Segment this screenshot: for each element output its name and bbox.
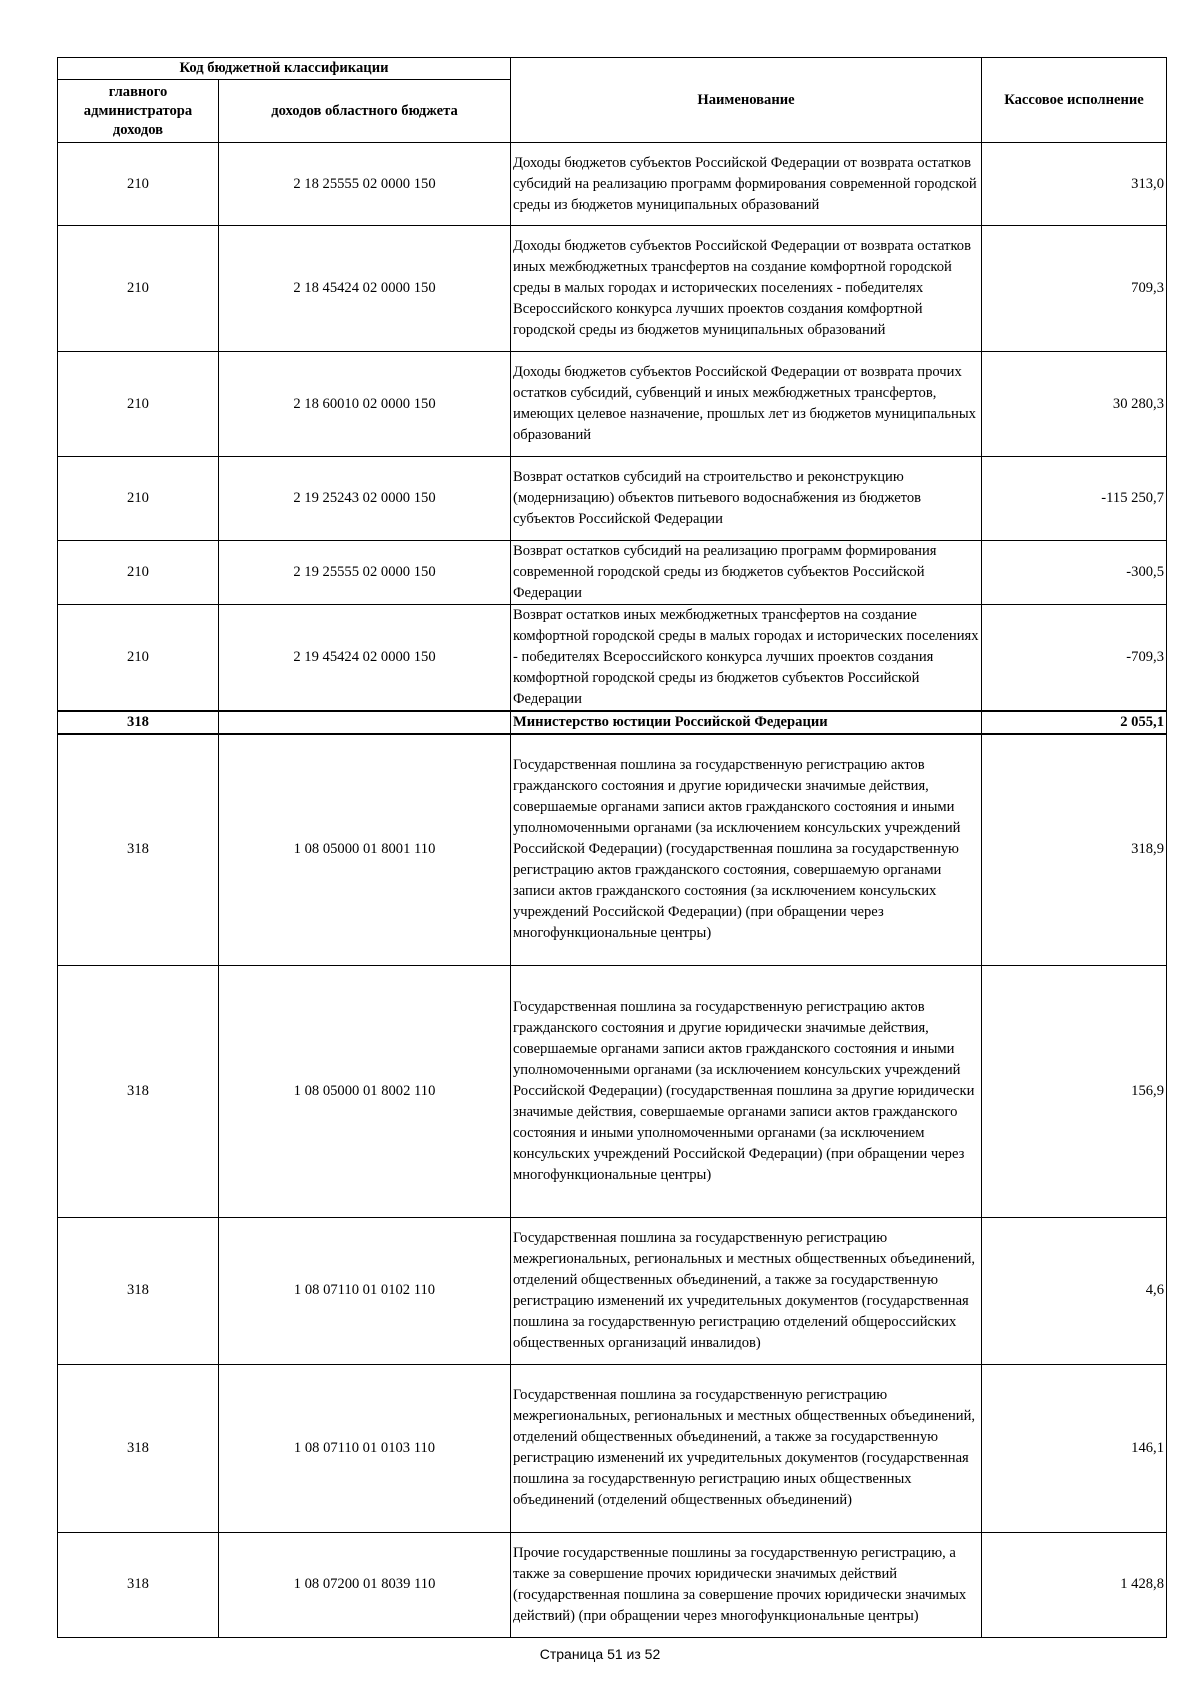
table-row — [58, 1364, 1167, 1532]
header-admin: главного администратора доходов — [58, 80, 219, 143]
header-group: Код бюджетной классификации — [58, 58, 511, 80]
amount-cell: 146,1 — [982, 1364, 1167, 1532]
amount-cell: 30 280,3 — [982, 352, 1167, 457]
code-cell: 2 19 45424 02 0000 150 — [219, 605, 511, 712]
admin-cell: 318 — [58, 1217, 219, 1364]
name-cell: Доходы бюджетов субъектов Российской Федерации от возврата прочих остатков субсидий, субвенций и иных межбюджетных трансфертов, имеющих целевое назначение, прошлых лет из бюджетов муниципальных образований — [511, 352, 982, 457]
code-cell: 2 18 45424 02 0000 150 — [219, 226, 511, 352]
table-row-section — [58, 711, 1167, 734]
table-row — [58, 605, 1167, 712]
header-name: Наименование — [511, 58, 982, 143]
admin-cell: 210 — [58, 457, 219, 541]
amount-cell: -115 250,7 — [982, 457, 1167, 541]
name-cell: Государственная пошлина за государственную регистрацию актов гражданского состояния и другие юридически значимые действия, совершаемые органами записи актов гражданского состояния и иными уполномоченными органами (за исключением консульских учреждений Российской Федерации) (государственная пошлина за другие юридически значимые действия, совершаемые органами записи актов гражданского состояния и иными уполномоченными органами (за исключением консульских учреждений Российской Федерации) (при обращении через многофункциональные центры) — [511, 965, 982, 1217]
table-row — [58, 143, 1167, 226]
page-number: Страница 51 из 52 — [539, 1646, 661, 1662]
code-cell: 2 18 60010 02 0000 150 — [219, 352, 511, 457]
amount-cell: 709,3 — [982, 226, 1167, 352]
name-cell: Доходы бюджетов субъектов Российской Федерации от возврата остатков субсидий на реализацию программ формирования современной городской среды из бюджетов муниципальных образований — [511, 143, 982, 226]
admin-cell: 210 — [58, 541, 219, 605]
code-cell: 1 08 05000 01 8002 110 — [219, 965, 511, 1217]
table-row — [58, 734, 1167, 965]
code-cell: 1 08 05000 01 8001 110 — [219, 734, 511, 965]
admin-cell: 318 — [58, 965, 219, 1217]
code-cell: 1 08 07110 01 0102 110 — [219, 1217, 511, 1364]
amount-cell: -300,5 — [982, 541, 1167, 605]
header-amount: Кассовое исполнение — [982, 58, 1167, 143]
budget-table — [57, 57, 1167, 1638]
admin-cell: 210 — [58, 226, 219, 352]
table-row — [58, 541, 1167, 605]
code-cell — [219, 711, 511, 734]
amount-cell: 1 428,8 — [982, 1532, 1167, 1637]
table-row — [58, 1532, 1167, 1637]
name-cell: Прочие государственные пошлины за государственную регистрацию, а также за совершение прочих юридически значимых действий (государственная пошлина за совершение прочих юридически значимых действий) (при обращении через многофункциональные центры) — [511, 1532, 982, 1637]
table-row — [58, 457, 1167, 541]
table-row — [58, 1217, 1167, 1364]
name-cell: Возврат остатков субсидий на реализацию программ формирования современной городской среды из бюджетов субъектов Российской Федерации — [511, 541, 982, 605]
code-cell: 1 08 07110 01 0103 110 — [219, 1364, 511, 1532]
admin-cell: 318 — [58, 1364, 219, 1532]
header-code: доходов областного бюджета — [219, 80, 511, 143]
amount-cell: 2 055,1 — [982, 711, 1167, 734]
amount-cell: 4,6 — [982, 1217, 1167, 1364]
admin-cell: 210 — [58, 143, 219, 226]
admin-cell: 210 — [58, 605, 219, 712]
amount-cell: 156,9 — [982, 965, 1167, 1217]
name-cell: Доходы бюджетов субъектов Российской Федерации от возврата остатков иных межбюджетных трансфертов на создание комфортной городской среды в малых городах и исторических поселениях - победителях Всероссийского конкурса лучших проектов создания комфортной городской среды из бюджетов муниципальных образований — [511, 226, 982, 352]
name-cell: Государственная пошлина за государственную регистрацию актов гражданского состояния и другие юридически значимые действия, совершаемые органами записи актов гражданского состояния и иными уполномоченными органами (за исключением консульских учреждений Российской Федерации) (государственная пошлина за государственную регистрацию актов гражданского состояния, совершаемую органами записи актов гражданского состояния (за исключением консульских учреждений Российской Федерации) (при обращении через многофункциональные центры) — [511, 734, 982, 965]
admin-cell: 318 — [58, 734, 219, 965]
table-body — [58, 143, 1167, 1638]
name-cell: Министерство юстиции Российской Федерации — [511, 711, 982, 734]
amount-cell: 313,0 — [982, 143, 1167, 226]
table-row — [58, 352, 1167, 457]
code-cell: 1 08 07200 01 8039 110 — [219, 1532, 511, 1637]
name-cell: Возврат остатков субсидий на строительство и реконструкцию (модернизацию) объектов питьевого водоснабжения из бюджетов субъектов Российской Федерации — [511, 457, 982, 541]
amount-cell: 318,9 — [982, 734, 1167, 965]
code-cell: 2 19 25555 02 0000 150 — [219, 541, 511, 605]
admin-cell: 210 — [58, 352, 219, 457]
table-row — [58, 226, 1167, 352]
name-cell: Государственная пошлина за государственную регистрацию межрегиональных, региональных и местных общественных объединений, отделений общественных объединений, а также за государственную регистрацию изменений их учредительных документов (государственная пошлина за государственную регистрацию отделений общероссийских общественных организаций инвалидов) — [511, 1217, 982, 1364]
name-cell: Возврат остатков иных межбюджетных трансфертов на создание комфортной городской среды в малых городах и исторических поселениях - победителях Всероссийского конкурса лучших проектов создания комфортной городской среды из бюджетов субъектов Российской Федерации — [511, 605, 982, 712]
code-cell: 2 18 25555 02 0000 150 — [219, 143, 511, 226]
amount-cell: -709,3 — [982, 605, 1167, 712]
code-cell: 2 19 25243 02 0000 150 — [219, 457, 511, 541]
admin-cell: 318 — [58, 711, 219, 734]
admin-cell: 318 — [58, 1532, 219, 1637]
table-row — [58, 965, 1167, 1217]
name-cell: Государственная пошлина за государственную регистрацию межрегиональных, региональных и местных общественных объединений, отделений общественных объединений, а также за государственную регистрацию изменений их учредительных документов (государственная пошлина за государственную регистрацию иных общественных объединений (отделений общественных объединений) — [511, 1364, 982, 1532]
